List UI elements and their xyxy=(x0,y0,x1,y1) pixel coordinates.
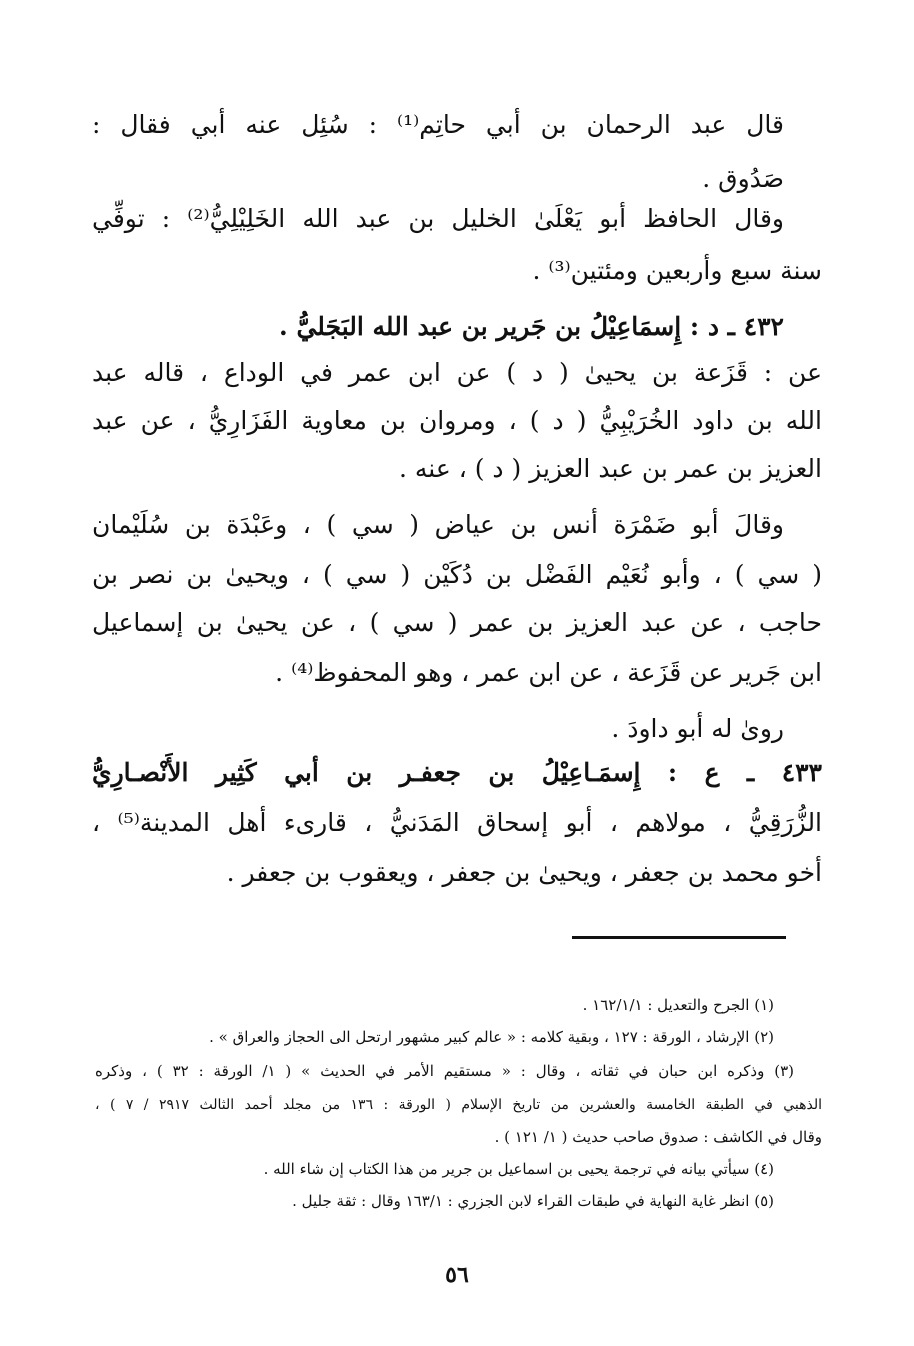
body-line: الله بن داود الخُرَيْبِيُّ ( د ) ، ومروان بن معاوية الفَزَارِيُّ ، عن عبد xyxy=(92,406,822,435)
footnote-4: (٤) سيأتي بيانه في ترجمة يحيى بن اسماعيل بن جرير من هذا الكتاب إن شاء الله . xyxy=(263,1160,774,1178)
body-line: ابن جَرير عن قَزَعة ، عن ابن عمر ، وهو المحفوظ⁽⁴⁾ . xyxy=(275,658,822,687)
body-line: قال عبد الرحمان بن أبي حاتِم⁽¹⁾ : سُئِل عنه أبي فقال : xyxy=(92,110,784,139)
footnote-5: (٥) انظر غاية النهاية في طبقات القراء لابن الجزري : ١٦٣/١ وقال : ثقة جليل . xyxy=(292,1192,774,1210)
footnote-2: (٢) الإرشاد ، الورقة : ١٢٧ ، وبقية كلامه : « عالم كبير مشهور ارتحل الى الحجاز والعراق » . xyxy=(209,1028,774,1046)
footnote-3: (٣) وذكره ابن حبان في ثقاته ، وقال : « مستقيم الأمر في الحديث » ( ١/ الورقة : ٣٢ ) ، وذكره xyxy=(95,1062,795,1080)
entry-heading-432: ٤٣٢ ـ د : إِسمَاعِيْلُ بن جَرير بن عبد الله البَجَليُّ . xyxy=(279,312,784,341)
body-line: العزيز بن عمر بن عبد العزيز ( د ) ، عنه . xyxy=(399,454,822,483)
body-line: وقالَ أبو ضَمْرَة أنس بن عياض ( سي ) ، وعَبْدَة بن سُلَيْمان xyxy=(92,510,784,539)
body-line: حاجب ، عن عبد العزيز بن عمر ( سي ) ، عن يحيىٰ بن إسماعيل xyxy=(92,608,822,637)
page-number: ٥٦ xyxy=(445,1262,469,1288)
body-line: ( سي ) ، وأبو نُعَيْم الفَضْل بن دُكَيْن ( سي ) ، ويحيىٰ بن نصر بن xyxy=(92,560,822,589)
body-line: عن : قَزَعة بن يحيىٰ ( د ) عن ابن عمر في الوداع ، قاله عبد xyxy=(92,358,822,387)
footnote-3-cont: وقال في الكاشف : صدوق صاحب حديث ( ١/ ١٢١ ) . xyxy=(494,1128,822,1146)
body-line: وقال الحافظ أبو يَعْلَىٰ الخليل بن عبد الله الخَلِيْلِيُّ⁽²⁾ : توفِّي xyxy=(92,204,785,233)
body-line: الزُّرَقِيُّ ، مولاهم ، أبو إسحاق المَدَنيُّ ، قارىء أهل المدينة⁽⁵⁾ ، xyxy=(92,808,823,837)
body-line: روىٰ له أبو داودَ . xyxy=(611,714,784,743)
entry-heading-433: ٤٣٣ ـ ع : إِسمَـاعِيْلُ بن جعفـر بن أبي كَثِير الأَنْصـارِيُّ xyxy=(92,758,822,787)
footnote-1: (١) الجرح والتعديل : ١٦٢/١/١ . xyxy=(582,996,774,1014)
footnote-separator xyxy=(572,936,786,939)
footnote-3-cont: الذهبي في الطبقة الخامسة والعشرين من تاريخ الإسلام ( الورقة : ١٣٦ من مجلد أحمد الثالث ٢٩١٧ / ٧ ) ، xyxy=(95,1097,822,1113)
body-line: أخو محمد بن جعفر ، ويحيىٰ بن جعفر ، ويعقوب بن جعفر . xyxy=(226,858,822,887)
body-line: صَدُوق . xyxy=(702,164,784,193)
body-line: سنة سبع وأربعين ومئتين⁽³⁾ . xyxy=(532,256,822,285)
